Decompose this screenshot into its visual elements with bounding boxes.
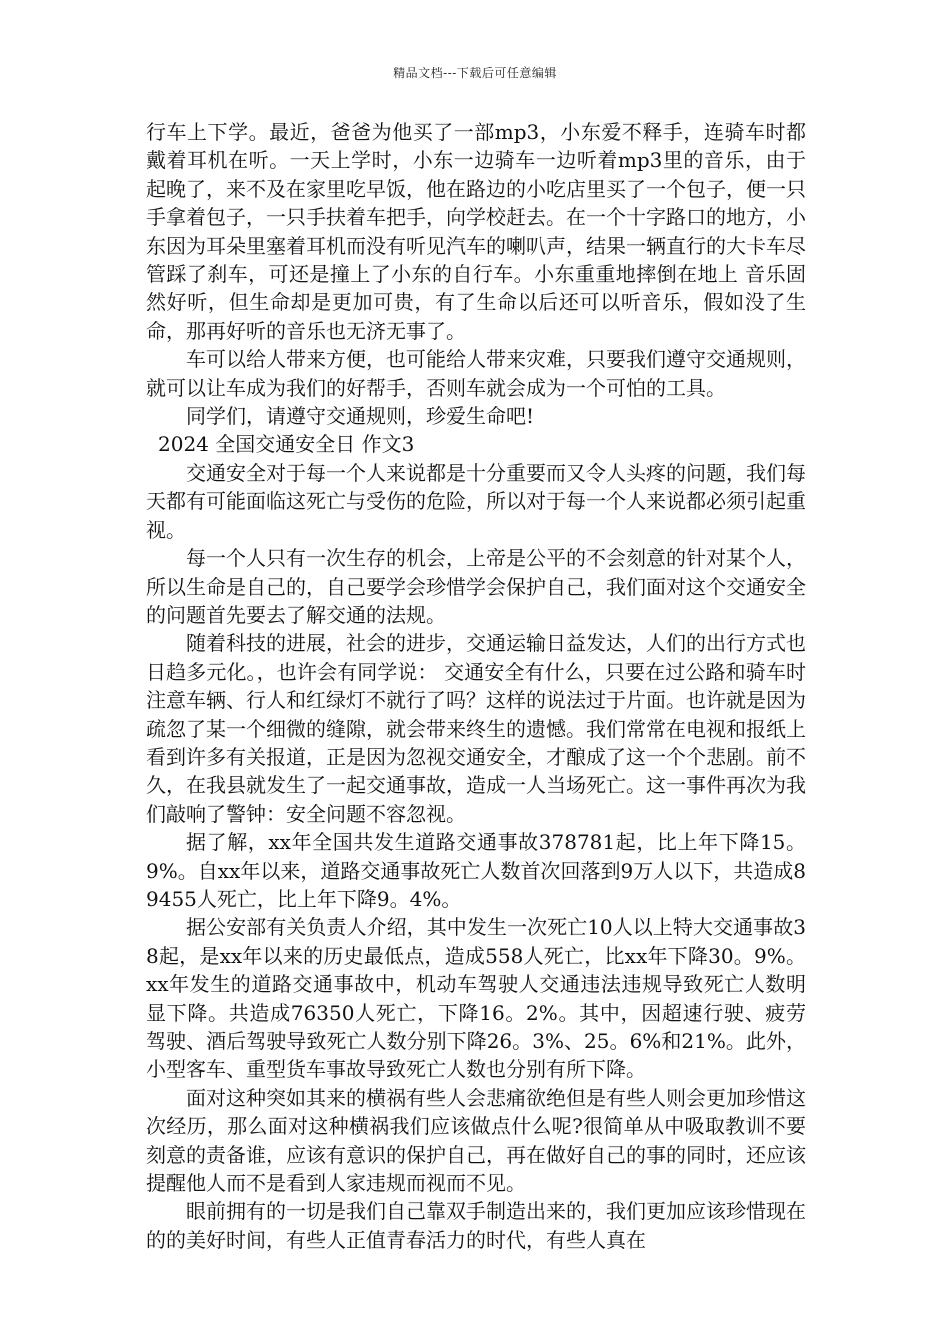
section-heading: 2024 全国交通安全日 作文3 bbox=[158, 432, 415, 457]
paragraph: 每一个人只有一次生存的机会，上帝是公平的不会刻意的针对某个人，所以生命是自己的，自己要学会珍惜学会保护自己，我们面对这个交通安全的问题首先要去了解交通的法规。 bbox=[146, 546, 806, 627]
paragraph: 面对这种突如其来的横祸有些人会悲痛欲绝但是有些人则会更加珍惜这次经历，那么面对这种横祸我们应该做点什么呢?很简单从中吸取教训不要刻意的责备谁，应该有意识的保护自己，再在做好自己的事的同时，还应该提醒他人而不是看到人家违规而视而不见。 bbox=[146, 1085, 806, 1196]
paragraph: 同学们，请遵守交通规则，珍爱生命吧! bbox=[186, 404, 535, 429]
paragraph: 眼前拥有的一切是我们自己靠双手制造出来的，我们更加应该珍惜现在的的美好时间，有些人正值青春活力的时代，有些人真在 bbox=[146, 1199, 806, 1252]
paragraph: 行车上下学。最近，爸爸为他买了一部mp3，小东爱不释手，连骑车时都戴着耳机在听。一天上学时，小东一边骑车一边听着mp3里的音乐，由于起晚了，来不及在家里吃早饭，他在路边的小吃店里买了一个包子，便一只手拿着包子，一只手扶着车把手，向学校赶去。在一个十字路口的地方，小东因为耳朵里塞着耳机而没有听见汽车的喇叭声，结果一辆直行的大卡车尽管踩了刹车，可还是撞上了小东的自行车。小东重重地摔倒在地上 音乐固然好听，但生命却是更加可贵，有了生命以后还可以听音乐，假如没了生命，那再好听的音乐也无济无事了。 bbox=[146, 120, 806, 343]
paragraph: 车可以给人带来方便，也可能给人带来灾难，只要我们遵守交通规则，就可以让车成为我们的好帮手，否则车就会成为一个可怕的工具。 bbox=[146, 347, 806, 400]
paragraph: 据公安部有关负责人介绍，其中发生一次死亡10人以上特大交通事故38起，是xx年以来的历史最低点，造成558人死亡，比xx年下降30。9%。xx年发生的道路交通事故中，机动车驾驶人交通违法违规导致死亡人数明显下降。共造成76350人死亡，下降16。2%。其中，因超速行驶、疲劳驾驶、酒后驾驶导致死亡人数分别下降26。3%、25。6%和21%。此外，小型客车、重型货车事故导致死亡人数也分别有所下降。 bbox=[146, 915, 806, 1082]
page-header: 精品文档---下载后可任意编辑 bbox=[393, 66, 557, 80]
document-body bbox=[146, 118, 806, 1254]
paragraph: 交通安全对于每一个人来说都是十分重要而又令人头疼的问题，我们每天都有可能面临这死亡与受伤的危险，所以对于每一个人来说都必须引起重视。 bbox=[146, 460, 806, 542]
paragraph: 随着科技的进展，社会的进步，交通运输日益发达，人们的出行方式也日趋多元化。，也许会有同学说： 交通安全有什么，只要在过公路和骑车时注意车辆、行人和红绿灯不就行了吗？这样的说法过于片面。也许就是因为疏忽了某一个细微的缝隙，就会带来终生的遗憾。我们常常在电视和报纸上看到许多有关报道，正是因为忽视交通安全，才酿成了这一个个悲剧。前不久，在我县就发生了一起交通事故，造成一人当场死亡。这一事件再次为我们敲响了警钟：安全问题不容忽视。 bbox=[146, 631, 806, 826]
paragraph: 据了解，xx年全国共发生道路交通事故378781起，比上年下降15。9%。自xx年以来，道路交通事故死亡人数首次回落到9万人以下，共造成89455人死亡，比上年下降9。4%。 bbox=[146, 830, 806, 911]
